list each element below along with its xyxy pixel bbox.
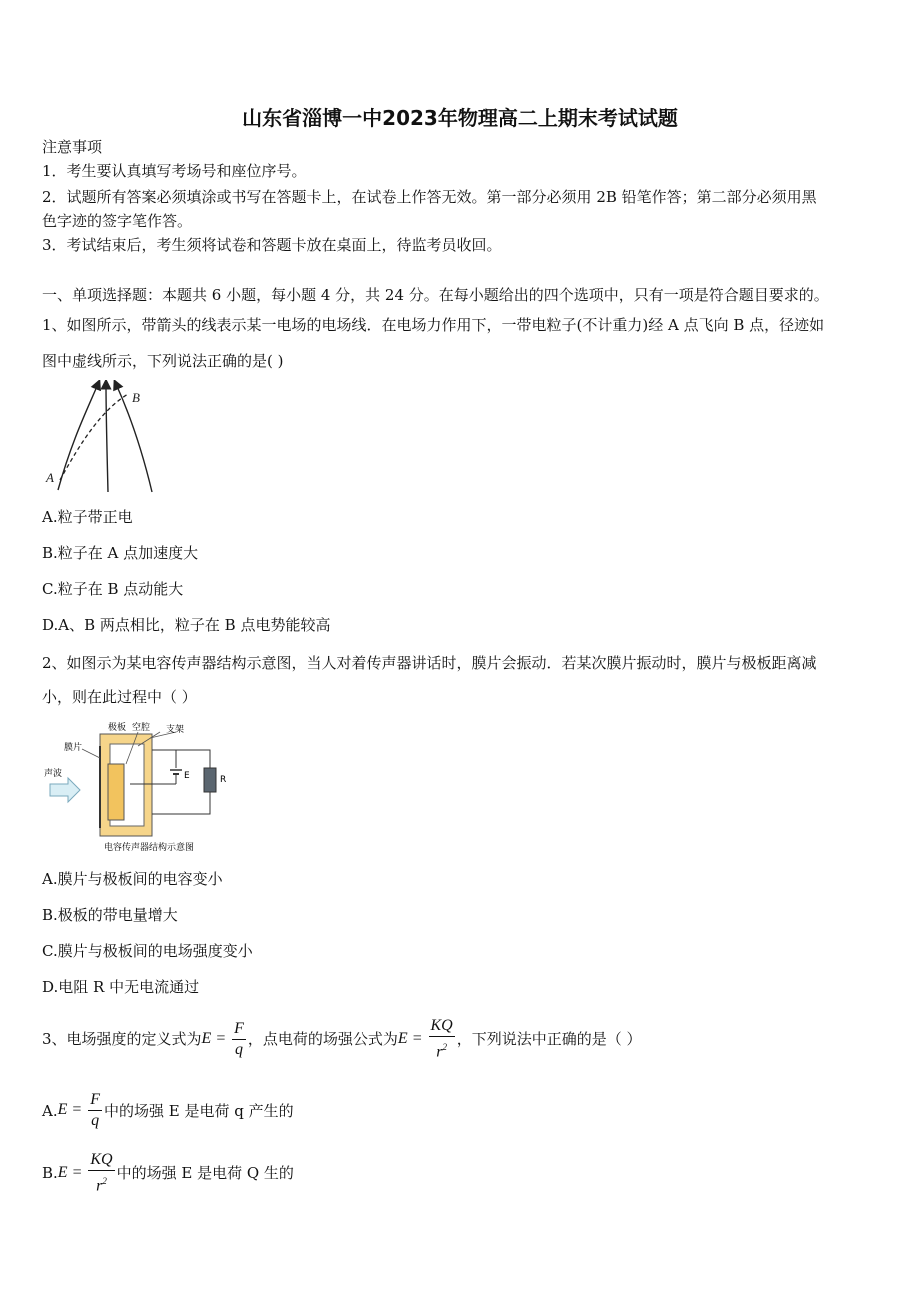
label-support: 支架 xyxy=(166,725,185,735)
q1-option-c: C.粒子在 B 点动能大 xyxy=(42,580,184,598)
notice-heading: 注意事项 xyxy=(42,138,103,156)
label-cavity: 空腔 xyxy=(132,723,151,733)
label-plate: 极板 xyxy=(108,723,127,733)
q1-option-b: B.粒子在 A 点加速度大 xyxy=(42,544,199,562)
field-line-left xyxy=(58,384,98,490)
formula-point-charge: E = $\frac{KQ}{r^2}$ xyxy=(397,1017,453,1061)
q2-option-b: B.极板的带电量增大 xyxy=(42,906,178,924)
figure-caption: 电容传声器结构示意图 xyxy=(104,843,195,853)
q2-option-c: C.膜片与极板间的电场强度变小 xyxy=(42,942,253,960)
q3-option-a: A. E = $\frac{F}{q}$ 中的场强 E 是电荷 q 产生的 xyxy=(42,1091,294,1129)
circuit-wire xyxy=(152,750,210,768)
field-line-middle xyxy=(106,384,108,492)
q1-option-a: A.粒子带正电 xyxy=(42,508,133,526)
q1-stem-line1: 1、如图所示，带箭头的线表示某一电场的电场线．在电场力作用下，一带电粒子(不计重力)经 A 点飞向 B 点，径迹如 xyxy=(42,316,825,334)
q3-option-b: B. E = $\frac{KQ}{r^2}$ 中的场强 E 是电荷 Q 生的 xyxy=(42,1151,294,1195)
plate xyxy=(108,764,124,820)
label-membrane: 膜片 xyxy=(64,743,83,753)
resistor xyxy=(204,768,216,792)
circuit-wire-bottom xyxy=(152,792,210,814)
notice-item-2-cont: 色字迹的签字笔作答。 xyxy=(42,212,193,230)
particle-trajectory xyxy=(60,394,128,480)
notice-item-3: 3．考试结束后，考生须将试卷和答题卡放在桌面上，待监考员收回。 xyxy=(42,236,502,254)
notice-item-2: 2．试题所有答案必须填涂或书写在答题卡上，在试卷上作答无效。第一部分必须用 2B 铅笔作答；第二部分必须用黑 xyxy=(42,188,817,206)
q2-stem-line2: 小，则在此过程中（ ） xyxy=(42,688,197,706)
q2-option-d: D.电阻 R 中无电流通过 xyxy=(42,978,200,996)
sound-arrow xyxy=(50,778,80,802)
q3-stem-part3: ，下列说法中正确的是（ ） xyxy=(456,1030,642,1049)
point-a-label: A xyxy=(46,470,54,485)
q3-stem-part2: ，点电荷的场强公式为 xyxy=(247,1030,398,1049)
q2-stem-line1: 2、如图示为某电容传声器结构示意图，当人对着传声器讲话时，膜片会振动．若某次膜片振动时，膜片与极板距离减 xyxy=(42,654,817,672)
q1-option-d: D.A、B 两点相比，粒子在 B 点电势能较高 xyxy=(42,616,331,634)
label-e: E xyxy=(184,771,190,781)
label-sound: 声波 xyxy=(44,769,63,779)
q2-option-a: A.膜片与极板间的电容变小 xyxy=(42,870,223,888)
q3-stem xyxy=(42,1016,642,1062)
page-title: 山东省淄博一中2023年物理高二上期末考试试题 xyxy=(242,106,678,130)
label-r: R xyxy=(220,775,227,785)
point-b-label: B xyxy=(132,390,140,405)
q1-stem-line2: 图中虚线所示，下列说法正确的是( ) xyxy=(42,352,284,370)
q1-field-figure xyxy=(42,380,160,496)
formula-field-definition: E = $\frac{F}{q}$ xyxy=(201,1019,244,1058)
notice-item-1: 1．考生要认真填写考场号和座位序号。 xyxy=(42,162,307,180)
q3-stem-part1: 3、电场强度的定义式为 xyxy=(42,1030,202,1049)
q2-microphone-figure xyxy=(42,716,232,858)
section-heading: 一、单项选择题：本题共 6 小题，每小题 4 分，共 24 分。在每小题给出的四个选项中，只有一项是符合题目要求的。 xyxy=(42,286,829,304)
formula-option-a: E = $\frac{F}{q}$ xyxy=(57,1091,100,1129)
formula-option-b: E = $\frac{KQ}{r^2}$ xyxy=(57,1151,113,1195)
